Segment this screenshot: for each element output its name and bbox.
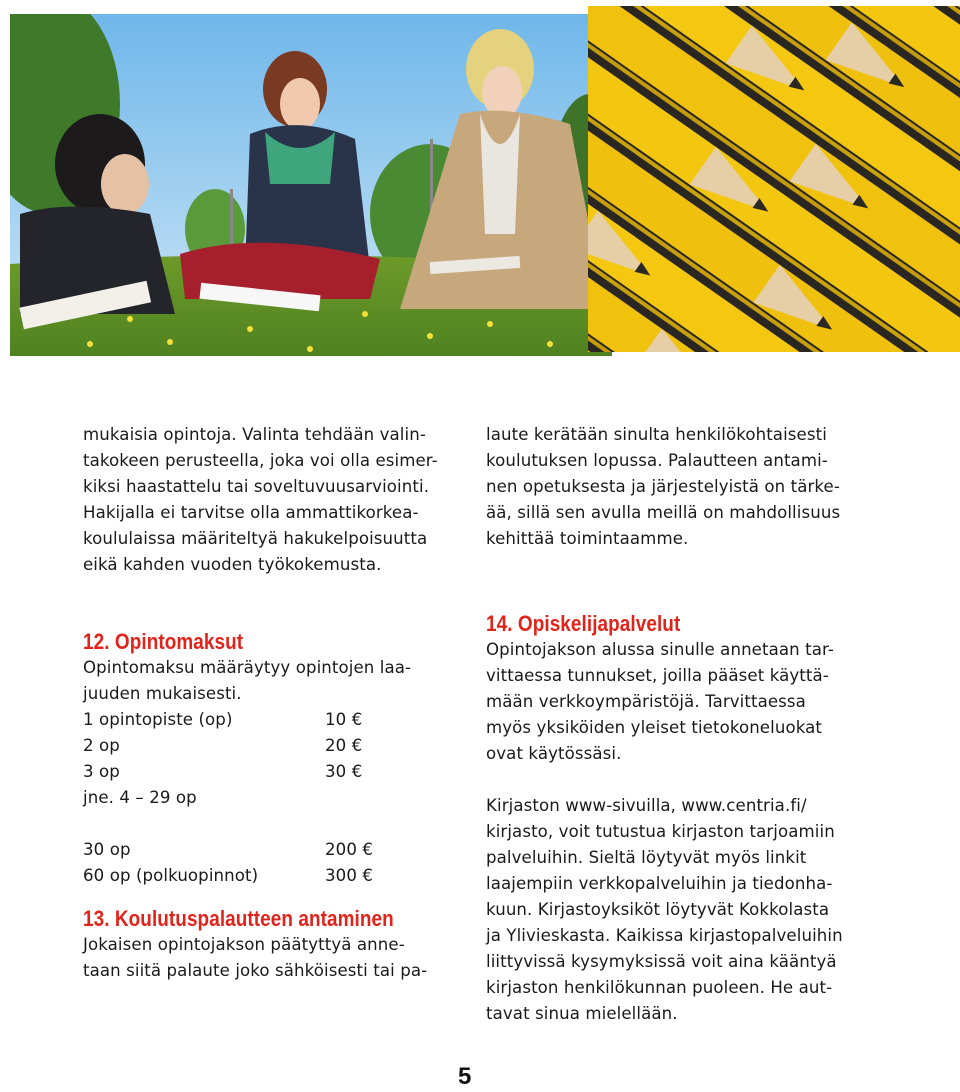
section-12-heading: 12. Opintomaksut <box>83 629 244 654</box>
fee-row <box>83 811 468 837</box>
fee-label: 3 op <box>83 762 120 781</box>
section-14-paragraph-1 <box>486 637 866 767</box>
intro-paragraph-left <box>83 422 468 578</box>
fee-table <box>83 707 468 889</box>
text-line: Jokaisen opintojakson päätyttyä anne- <box>83 935 405 954</box>
section-12-body <box>83 655 468 707</box>
fee-value: 30 € <box>325 762 363 781</box>
intro-paragraph-right <box>486 422 866 552</box>
fee-row <box>83 863 468 889</box>
text-line: ovat käytössäsi. <box>486 744 622 763</box>
text-line: vittaessa tunnukset, joilla pääset käyttä- <box>486 666 829 685</box>
fee-row <box>83 785 468 811</box>
text-line: myös yksiköiden yleiset tietokoneluokat <box>486 718 822 737</box>
text-line: Hakijalla ei tarvitse olla ammattikorkea- <box>83 503 419 522</box>
text-line: kuun. Kirjastoyksiköt löytyvät Kokkolasta <box>486 900 830 919</box>
text-line: ja Ylivieskasta. Kaikissa kirjastopalveluihin <box>486 926 843 945</box>
text-line: Kirjaston www-sivuilla, www.centria.fi/ <box>486 796 807 815</box>
fee-value: 300 € <box>325 866 374 885</box>
section-14-heading: 14. Opiskelijapalvelut <box>486 611 681 636</box>
fee-label <box>83 811 325 837</box>
text-line: laute kerätään sinulta henkilökohtaisesti <box>486 425 827 444</box>
text-line: palveluihin. Sieltä löytyvät myös linkit <box>486 848 807 867</box>
fee-label: 2 op <box>83 736 120 755</box>
section-13-heading: 13. Koulutuspalautteen antaminen <box>83 906 394 931</box>
text-line: mukaisia opintoja. Valinta tehdään valin- <box>83 425 426 444</box>
text-line: kiksi haastattelu tai soveltuvuusarviointi. <box>83 477 430 496</box>
text-line: koulutuksen lopussa. Palautteen antami- <box>486 451 828 470</box>
page-number: 5 <box>458 1063 472 1090</box>
right-column <box>486 422 866 1027</box>
students-on-grass-photo <box>10 14 612 356</box>
text-line: kirjasto, voit tutustua kirjaston tarjoamiin <box>486 822 835 841</box>
fee-label: 60 op (polkuopinnot) <box>83 866 259 885</box>
pencil-tips-photo <box>588 6 960 352</box>
text-line: tavat sinua mielellään. <box>486 1004 678 1023</box>
text-line: liittyvissä kysymyksissä voit aina kääntyä <box>486 952 837 971</box>
fee-row <box>83 759 468 785</box>
text-line: nen opetuksesta ja järjestelyistä on tärke- <box>486 477 840 496</box>
section-14-paragraph-2 <box>486 793 866 1027</box>
text-line: kehittää toimintaamme. <box>486 529 689 548</box>
fee-label: jne. 4 – 29 op <box>83 788 197 807</box>
text-line: Opintojakson alussa sinulle annetaan tar- <box>486 640 834 659</box>
fee-value: 20 € <box>325 736 363 755</box>
text-line: mään verkkoympäristöjä. Tarvittaessa <box>486 692 806 711</box>
text-line: taan siitä palaute joko sähköisesti tai pa- <box>83 961 428 980</box>
fee-value: 200 € <box>325 840 374 859</box>
section-13-body <box>83 932 468 984</box>
text-line: Opintomaksu määräytyy opintojen laa- <box>83 658 412 677</box>
text-line: juuden mukaisesti. <box>83 684 242 703</box>
fee-row <box>83 837 468 863</box>
text-line: takokeen perusteella, joka voi olla esimer- <box>83 451 438 470</box>
fee-row <box>83 733 468 759</box>
text-line: kirjaston henkilökunnan puoleen. He aut- <box>486 978 833 997</box>
left-column <box>83 422 468 984</box>
text-line: ää, sillä sen avulla meillä on mahdollisuus <box>486 503 841 522</box>
fee-label: 30 op <box>83 840 131 859</box>
text-line: eikä kahden vuoden työkokemusta. <box>83 555 382 574</box>
fee-label: 1 opintopiste (op) <box>83 710 233 729</box>
text-line: laajempiin verkkopalveluihin ja tiedonha- <box>486 874 833 893</box>
fee-value: 10 € <box>325 710 363 729</box>
fee-row <box>83 707 468 733</box>
text-line: koululaissa määriteltyä hakukelpoisuutta <box>83 529 428 548</box>
